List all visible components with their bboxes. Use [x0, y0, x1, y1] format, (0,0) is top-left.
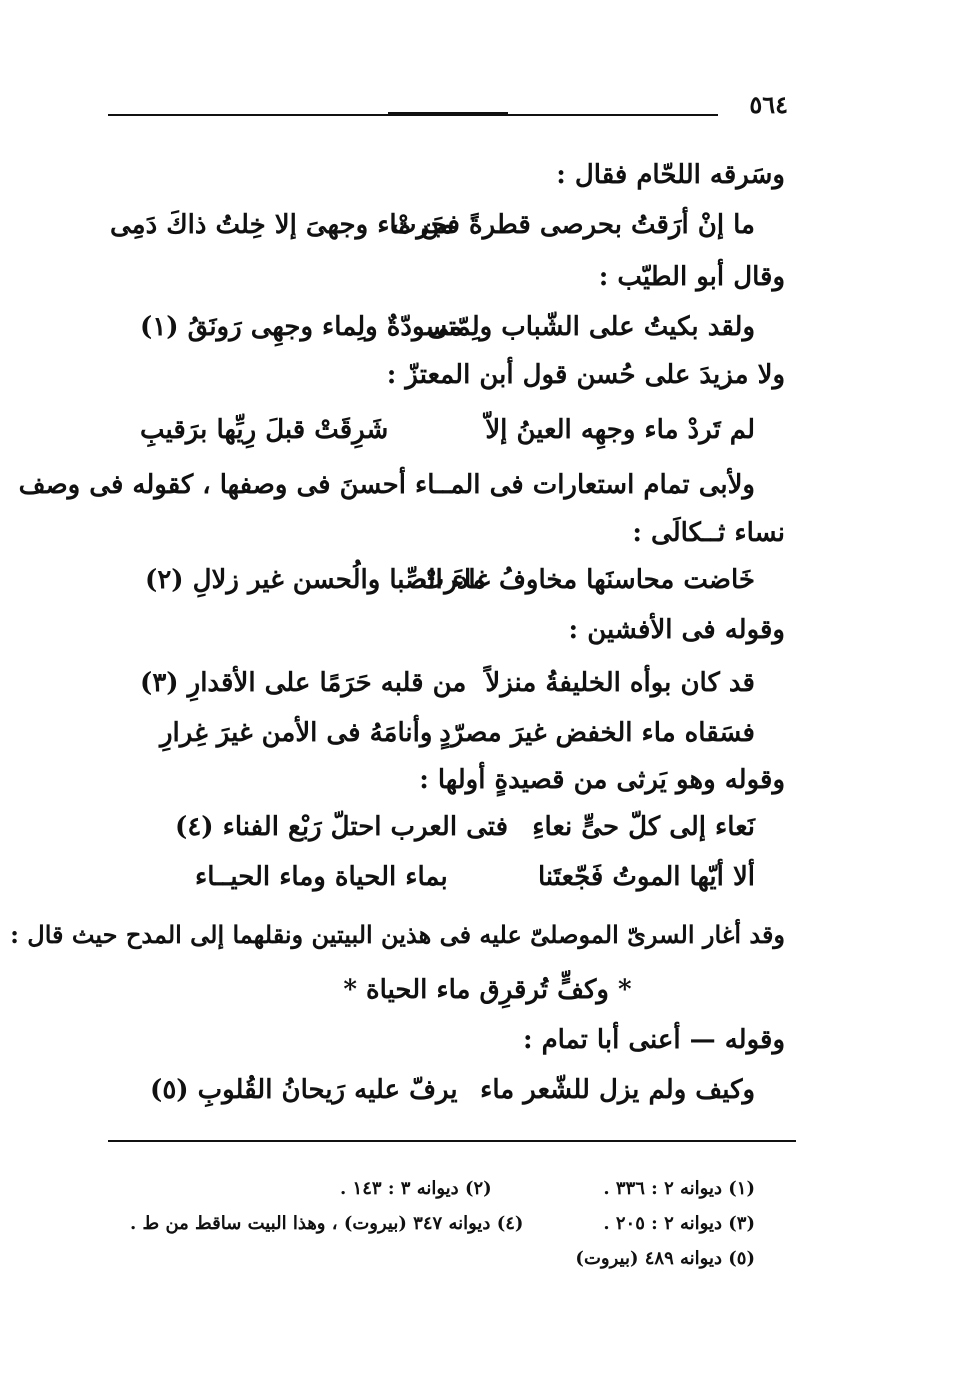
header-rule — [108, 114, 718, 116]
footnote: (٤) ديوانه ٣٤٧ (بيروت) ، وهذا البيت ساقط من ط . — [130, 1213, 524, 1234]
verse-second-hemistich: من ماء وجهىَ إلا خِلتُ ذاكَ دَمِى — [110, 210, 455, 240]
verse-first-hemistich: نَعاء إلى كلّ حىٍّ نعاءِ — [532, 812, 755, 842]
verse-second-hemistich: فتى العرب احتلّ رَبْع الفناء (٤) — [175, 812, 509, 842]
footnote: (٣) ديوانه ٢ : ٢٠٥ . — [603, 1213, 755, 1234]
verse-first-hemistich: ما إنْ أرَقتُ بحرصى قطرةً فجَرتْ — [391, 210, 755, 240]
verse-second-hemistich: وأنامَهُ فى الأمن غيرَ غِرارِ — [160, 718, 433, 748]
verse-first-hemistich: ألا أيّها الموتُ فَجّعتَنا — [537, 862, 755, 892]
page-number: ٥٦٤ — [749, 90, 788, 119]
prose-line: وقد أغار السرىّ الموصلىّ عليه فى هذين البيتين ونقلهما إلى المدح حيث قال : — [10, 920, 785, 949]
prose-line: نساء ثــكالَى : — [632, 518, 785, 548]
prose-line: ولأبى تمام استعارات فى المــاء أحسنَ فى وصفها ، كقوله فى وصف — [18, 470, 755, 500]
footnote: (٢) ديوانه ٣ : ١٤٣ . — [340, 1178, 492, 1199]
verse-second-hemistich: من قلبه حَرَمًا على الأقدارِ (٣) — [140, 668, 467, 698]
verse-first-hemistich: خَاضت محاسنَها مخاوفُ غادرتْ — [419, 565, 755, 595]
verse-first-hemistich: لم تَردْ ماء وجهِه العينُ إلاّ — [485, 415, 755, 445]
verse-second-hemistich: مسودّةٌ ولِماء وجهِى رَونَقُ (١) — [140, 312, 463, 342]
prose-line: وقال أبو الطيّب : — [598, 262, 785, 292]
verse-second-hemistich: يرفّ عليه رَيحانُ القُلوبِ (٥) — [150, 1075, 458, 1105]
centered-verse: * وكفٍّ تُرقرِق ماء الحياة * — [343, 975, 632, 1005]
verse-second-hemistich: شَرِقَتْ قبلَ رِيِّها برَقيبِ — [140, 415, 389, 445]
prose-line: وقوله — أعنى أبا تمام : — [522, 1025, 785, 1055]
verse-second-hemistich: ماءَ الصِّبا والُحسن غير زلالِ (٢) — [145, 565, 486, 595]
footnote: (٥) ديوانه ٤٨٩ (بيروت) — [575, 1248, 755, 1269]
verse-first-hemistich: فسَقاه ماء الخفض غيرَ مصرّدٍ — [439, 718, 755, 748]
page-header — [108, 90, 788, 130]
footnote: (١) ديوانه ٢ : ٣٣٦ . — [603, 1178, 755, 1199]
prose-line: وقوله فى الأفشين : — [568, 615, 785, 645]
prose-line: وسَرقه اللحّام فقال : — [556, 160, 785, 190]
verse-second-hemistich: بماء الحياة وماء الحيــاء — [195, 862, 448, 892]
verse-first-hemistich: قد كان بوأه الخليفةُ منزلاً — [485, 668, 755, 698]
footnote-rule — [108, 1140, 796, 1142]
verse-first-hemistich: ولقد بكيتُ على الشّباب ولِمّتى — [427, 312, 755, 342]
verse-first-hemistich: وكيف ولم يزل للشّعر ماء — [480, 1075, 755, 1105]
prose-line: ولا مزيدَ على حُسن قول أبن المعتزّ : — [386, 360, 785, 390]
prose-line: وقوله وهو يَرثى من قصيدةٍ أولها : — [419, 765, 785, 795]
